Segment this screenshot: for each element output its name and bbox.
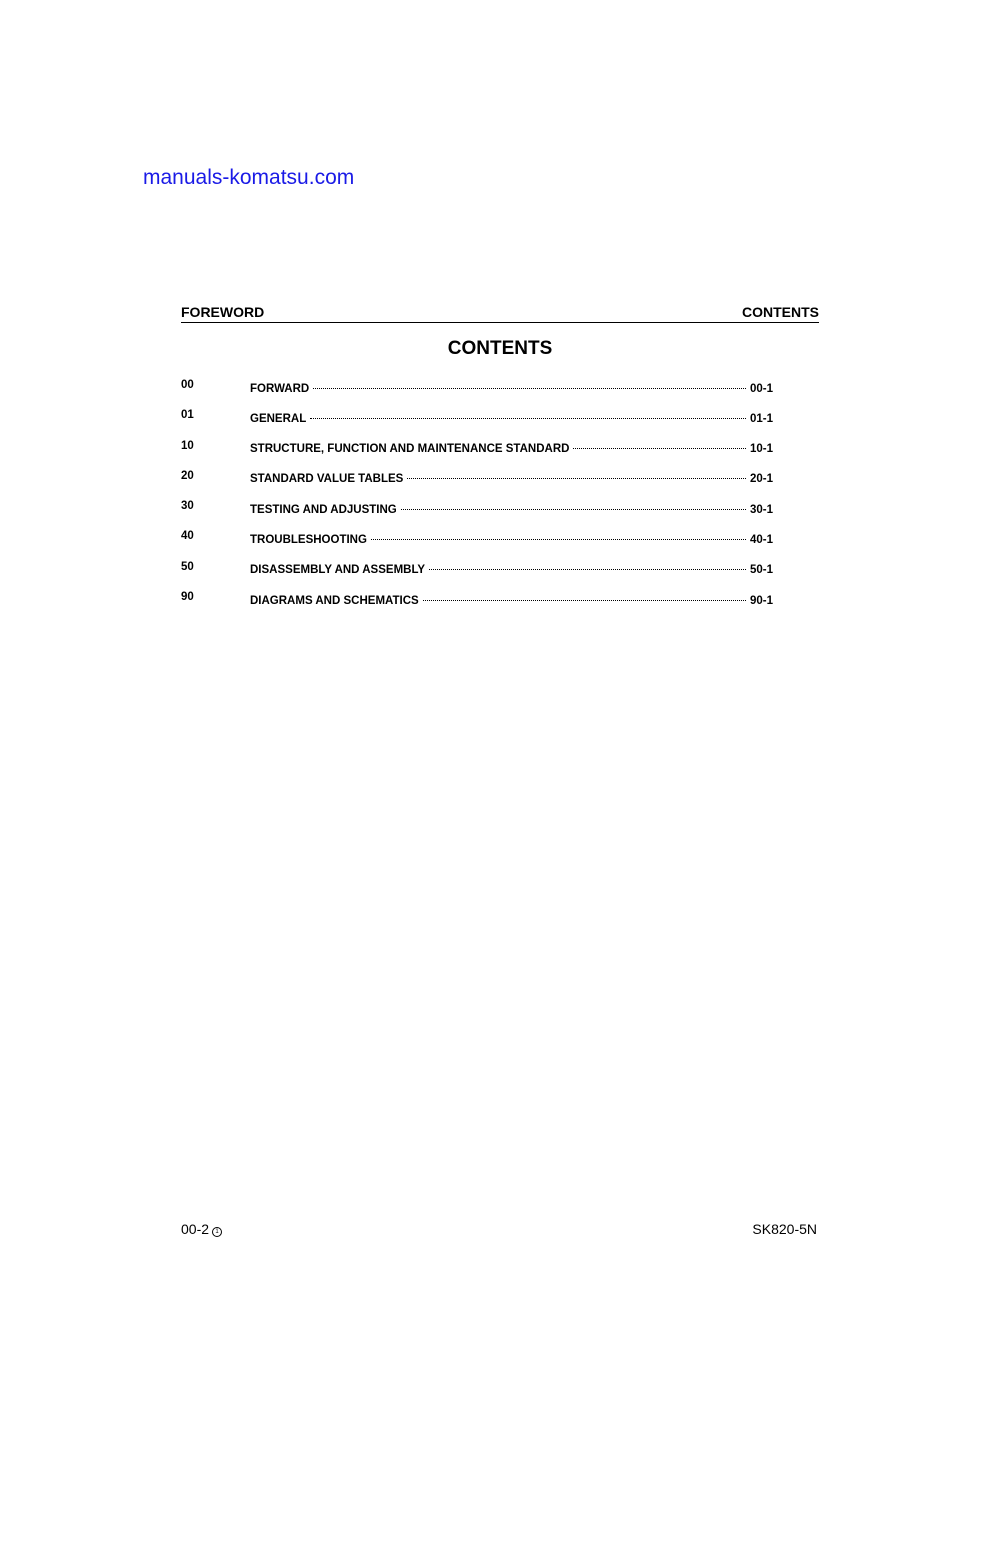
watermark-link[interactable]: manuals-komatsu.com	[143, 166, 355, 189]
revision-mark-icon: 1	[212, 1227, 222, 1237]
toc-section-number: 10	[181, 439, 194, 452]
footer-page-number	[181, 1221, 222, 1237]
toc-entry[interactable]	[181, 527, 773, 557]
toc-page-number: 50-1	[749, 564, 773, 577]
toc-leader-dots	[313, 376, 746, 389]
toc-page-number: 10-1	[749, 443, 773, 456]
table-of-contents	[181, 376, 773, 618]
toc-leader-dots	[407, 467, 746, 480]
toc-leader-dots	[310, 406, 746, 419]
toc-entry[interactable]	[181, 497, 773, 527]
toc-page-number: 01-1	[749, 412, 773, 425]
toc-entry[interactable]	[181, 467, 773, 497]
toc-section-number: 40	[181, 530, 194, 543]
toc-section-title: STRUCTURE, FUNCTION AND MAINTENANCE STANDARD	[250, 443, 570, 456]
page-header	[181, 304, 819, 323]
toc-page-number: 40-1	[749, 533, 773, 546]
toc-section-title: GENERAL	[250, 412, 307, 425]
toc-section-number: 00	[181, 379, 194, 391]
header-page-label: CONTENTS	[742, 304, 819, 320]
toc-section-number: 30	[181, 500, 194, 513]
toc-section-title: TESTING AND ADJUSTING	[250, 503, 397, 516]
toc-section-title: FORWARD	[250, 382, 310, 395]
toc-section-number: 50	[181, 560, 194, 573]
header-section-label: FOREWORD	[181, 304, 265, 320]
toc-page-number: 90-1	[749, 594, 773, 607]
toc-leader-dots	[423, 588, 746, 601]
toc-section-title: DIAGRAMS AND SCHEMATICS	[250, 594, 419, 607]
toc-section-number: 01	[181, 409, 194, 422]
toc-section-title: TROUBLESHOOTING	[250, 533, 367, 546]
page-title: CONTENTS	[447, 338, 553, 359]
toc-leader-dots	[573, 437, 746, 450]
toc-entry[interactable]	[181, 588, 773, 618]
toc-page-number: 20-1	[749, 473, 773, 486]
toc-entry[interactable]	[181, 558, 773, 588]
footer-page-label: 00-2	[181, 1221, 210, 1237]
toc-leader-dots	[371, 527, 746, 540]
footer-model-number: SK820-5N	[752, 1221, 817, 1237]
toc-entry[interactable]	[181, 406, 773, 436]
toc-page-number: 00-1	[749, 382, 773, 395]
toc-section-title: STANDARD VALUE TABLES	[250, 473, 404, 486]
toc-entry[interactable]	[181, 437, 773, 467]
toc-entry[interactable]	[181, 376, 773, 406]
toc-section-number: 20	[181, 469, 194, 482]
toc-leader-dots	[401, 497, 746, 510]
toc-page-number: 30-1	[749, 503, 773, 516]
toc-leader-dots	[429, 558, 746, 571]
toc-section-title: DISASSEMBLY AND ASSEMBLY	[250, 564, 426, 577]
toc-section-number: 90	[181, 591, 194, 604]
